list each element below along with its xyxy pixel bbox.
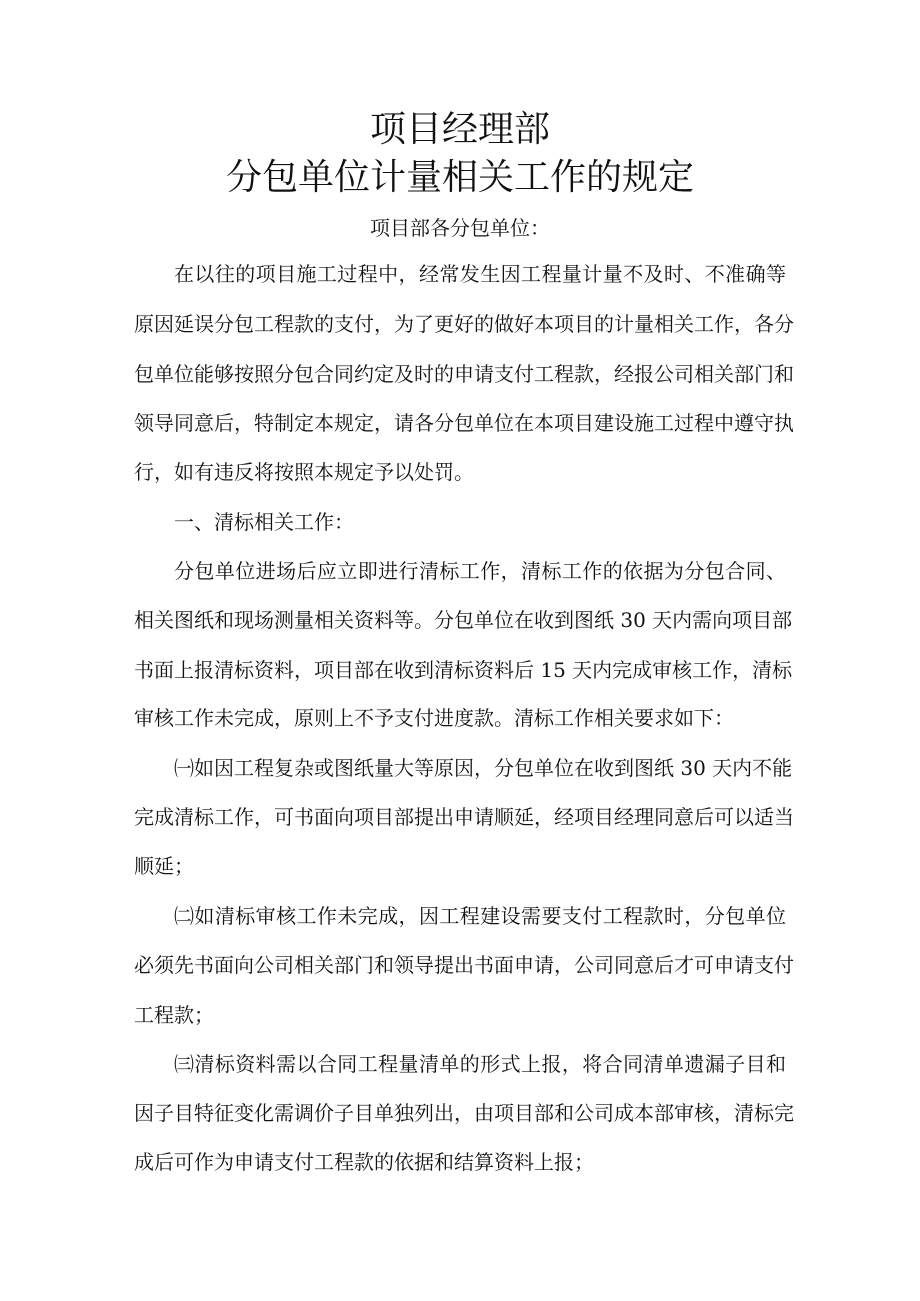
paragraph-line: 相关图纸和现场测量相关资料等。分包单位在收到图纸 30 天内需向项目部 xyxy=(134,608,793,632)
list-item-line: ㈢清标资料需以合同工程量清单的形式上报，将合同清单遗漏子目和 xyxy=(174,1052,786,1076)
list-item-line: ㈡如清标审核工作未完成，因工程建设需要支付工程款时，分包单位 xyxy=(174,904,786,928)
paragraph-line: 领导同意后，特制定本规定，请各分包单位在本项目建设施工过程中遵守执 xyxy=(134,411,794,435)
list-item-line: ㈠如因工程复杂或图纸量大等原因，分包单位在收到图纸 30 天内不能 xyxy=(174,756,793,780)
paragraph-line: 行，如有违反将按照本规定予以处罚。 xyxy=(134,460,474,484)
document-title-line-2: 分包单位计量相关工作的规定 xyxy=(225,157,694,198)
salutation: 项目部各分包单位： xyxy=(370,216,550,240)
section-heading: 一、清标相关工作： xyxy=(174,510,354,534)
list-item-line: 工程款； xyxy=(134,1003,214,1027)
paragraph-line: 书面上报清标资料，项目部在收到清标资料后 15 天内完成审核工作，清标 xyxy=(134,658,793,682)
paragraph-line: 审核工作未完成，原则上不予支付进度款。清标工作相关要求如下： xyxy=(134,706,734,730)
list-item-line: 因子目特征变化需调价子目单独列出，由项目部和公司成本部审核，清标完 xyxy=(134,1101,794,1125)
paragraph-line: 原因延误分包工程款的支付，为了更好的做好本项目的计量相关工作，各分 xyxy=(134,312,794,336)
list-item-line: 完成清标工作，可书面向项目部提出申请顺延，经项目经理同意后可以适当 xyxy=(134,805,794,829)
paragraph-line: 在以往的项目施工过程中，经常发生因工程量计量不及时、不准确等 xyxy=(174,262,786,286)
list-item-line: 顺延； xyxy=(134,854,194,878)
paragraph-line: 包单位能够按照分包合同约定及时的申请支付工程款，经报公司相关部门和 xyxy=(134,362,794,386)
list-item-line: 必须先书面向公司相关部门和领导提出书面申请，公司同意后才可申请支付 xyxy=(134,953,794,977)
document-title-line-1: 项目经理部 xyxy=(369,109,550,150)
list-item-line: 成后可作为申请支付工程款的依据和结算资料上报； xyxy=(134,1150,594,1174)
paragraph-line: 分包单位进场后应立即进行清标工作，清标工作的依据为分包合同、 xyxy=(174,559,786,583)
